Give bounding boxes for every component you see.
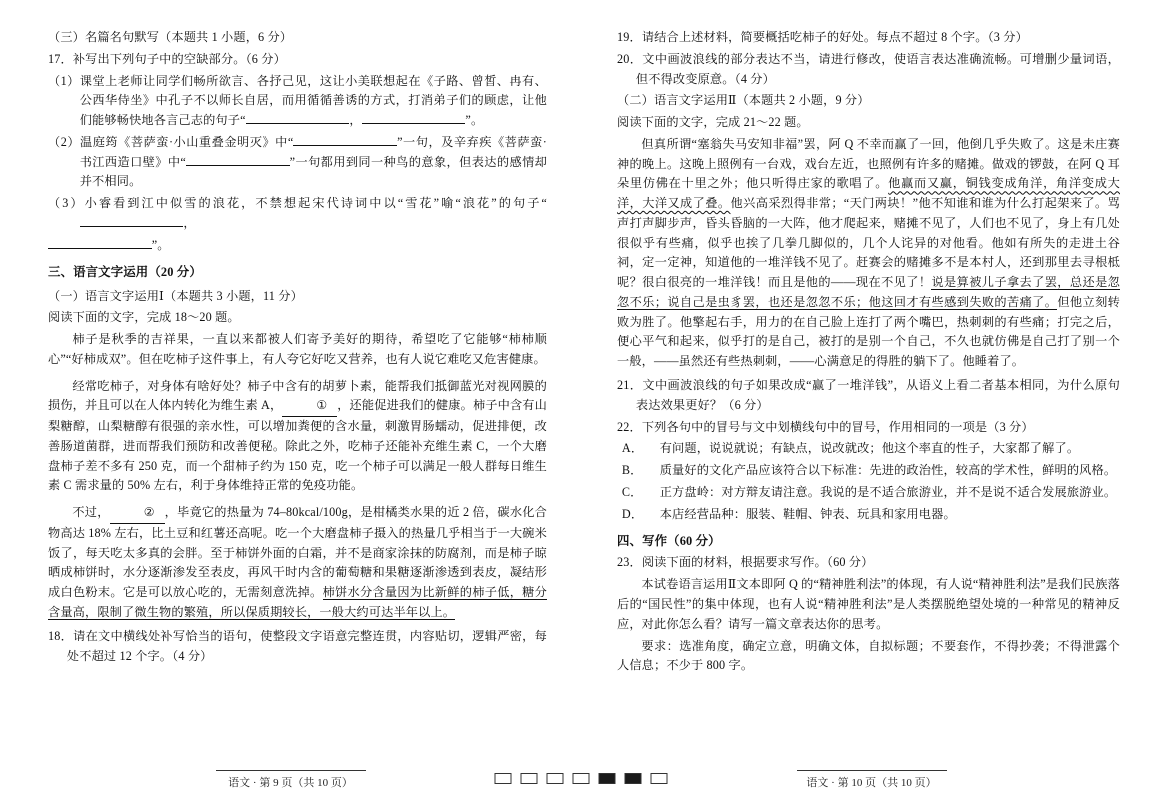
blank-circle-2: ② bbox=[110, 503, 165, 524]
option-label: B． bbox=[621, 463, 643, 478]
option-text: 本店经营品种：服装、鞋帽、钟表、玩具和家用电器。 bbox=[659, 506, 956, 521]
writing-requirements-paragraph: 要求：选准角度，确定立意，明确文体，自拟标题；不要套作，不得抄袭；不得泄露个人信息；不少于 800 字。 bbox=[617, 638, 1120, 673]
fill-blank bbox=[293, 145, 397, 146]
question-18: 18．请在文中横线处补写恰当的语句，使整段文字语意完整连贯，内容贴切，逻辑严密，每处不超过 12 个字。（4 分） bbox=[48, 628, 547, 663]
question-17-item-3: （3）小睿看到江中似雪的浪花，不禁想起宋代诗词中以“雪花”喻“浪花”的句子“， bbox=[48, 196, 547, 230]
underlined-sentence: 柿饼水分含量因为比新鲜的柿子低，糖分含量高，限制了微生物的繁殖，所以保质期较长，一般大约可达半年以上。 bbox=[48, 585, 547, 619]
fill-blank bbox=[186, 165, 290, 166]
right-content bbox=[617, 28, 1120, 676]
question-17-item-3-cont: ”。 bbox=[48, 236, 547, 256]
question-22-option-c bbox=[617, 483, 1120, 503]
blank-circle-1: ① bbox=[282, 396, 337, 417]
question-22-option-a bbox=[617, 439, 1120, 459]
scan-mark bbox=[625, 773, 642, 784]
writing-prompt-paragraph: 本试卷语言运用Ⅱ文本即阿 Q 的“精神胜利法”的体现，有人说“精神胜利法”是我们民族落后的“国民性”的集中体现，也有人说“精神胜利法”是人类摆脱绝望处境的一种常见的精神反应，对此你怎么看？请写一篇文章表达你的思考。 bbox=[617, 577, 1120, 631]
option-text: 有问题，说说就说；有缺点，说改就改；他这个率直的性子，大家都了解了。 bbox=[659, 441, 1080, 456]
passage-paragraph-3: 不过， ② ，毕竟它的热量为 74–80kcal/100g，是柑橘类水果的近 2 倍，碳水化合物高达 18% 左右，比土豆和红薯还高呢。吃一个大磨盘柿子摄入的热量几乎相当于一大碗米饭了，每天吃太多真的会胖。至于柿饼外面的白霜，并不是商家涂抹的防腐剂，而是柿子晾晒成柿饼时，水分逐渐渗发至表皮，再风干时内含的葡萄糖和果糖逐渐渗透到表皮，凝结形成白色粉末。它是可以放心吃的，无需刻意洗掉。柿饼水分含量因为比新鲜的柿子低，糖分含量高，限制了微生物的繁殖，所以保质期较长，一般大约可达半年以上。 bbox=[48, 505, 547, 619]
scan-mark bbox=[521, 773, 538, 784]
question-19: 19．请结合上述材料，简要概括吃柿子的好处。每点不超过 8 个字。（3 分） bbox=[617, 30, 1028, 44]
scan-mark bbox=[573, 773, 590, 784]
right-page-footer bbox=[581, 770, 1162, 790]
scan-mark bbox=[599, 773, 616, 784]
fill-blank bbox=[48, 248, 152, 249]
fill-blank bbox=[80, 226, 184, 227]
aq-passage-paragraph: 但真所谓“塞翁失马安知非福”罢，阿 Q 不幸而赢了一回，他倒几乎失败了。这是未庄赛神的晚上。这晚上照例有一台戏，戏台左近，也照例有许多的赌摊。做戏的锣鼓，在阿 Q 耳朵里仿佛在十里之外；他只听得庄家的歌唱了。他赢而又赢，铜钱变成角洋，角洋变成大洋，大洋又成了叠。他兴高采烈得非常；“天门两块！”他不知谁和谁为什么打起架来了。骂声打声脚步声，昏头昏脑的一大阵，他才爬起来，赌摊不见了，人们也不见了，身上有几处很似乎有些痛，似乎也挨了几拳几脚似的，几个人诧异的对他看。他如有所失的走进土谷祠，定一定神，知道他的一堆洋钱不见了。赶赛会的赌摊多不是本村人，还到那里去寻根柢呢？很白很亮的一堆洋钱！而且是他的——现在不见了！说是算被儿子拿去了罢，总还是忽忽不乐；说自己是虫豸罢，也还是忽忽不乐；他这回才有些感到失败的苦痛了。但他立刻转败为胜了。他擎起右手，用力的在自己脸上连打了两个嘴巴，热刺刺的有些痛；打完之后，便心平气和起来，似乎打的是自己，被打的是别一个自己，不久也就仿佛是自己打了别一个一般，——虽然还有些热刺刺，——心满意足的得胜的躺下了。他睡着了。 bbox=[617, 136, 1121, 369]
scan-mark bbox=[651, 773, 668, 784]
question-22-option-b bbox=[617, 461, 1120, 481]
question-22: 22．下列各句中的冒号与文中划横线句中的冒号，作用相同的一项是（3 分） bbox=[617, 419, 1034, 434]
question-22-option-d bbox=[617, 505, 1120, 525]
wavy-underlined-sentence: 他赢而又赢，铜钱变成角洋，角洋变成大洋，大洋又成了叠。 bbox=[617, 176, 1120, 211]
right-page-column bbox=[581, 0, 1162, 800]
scan-mark bbox=[495, 773, 512, 784]
question-17-item-2: （2）温庭筠《菩萨蛮·小山重叠金明灭》中“ ”一句，及辛弃疾《菩萨蛮·书江西造口壁》中“ ”一句都用到同一种鸟的意象，但表达的感情却并不相同。 bbox=[48, 134, 547, 189]
question-17-item-1: （1）课堂上老师让同学们畅所欲言、各抒己见，这让小美联想起在《子路、曾皙、冉有、公西华侍坐》中孔子不以师长自居，而用循循善诱的方式，打消弟子们的顾虑，让他们能够畅快地各言己志的句子“ ， ”。 bbox=[48, 73, 547, 128]
section-3-part-2-title: （二）语言文字运用Ⅱ（本题共 2 小题，9 分） bbox=[617, 93, 870, 108]
option-text: 正方盘岭：对方辩友请注意。我说的是不适合旅游业，并不是说不适合发展旅游业。 bbox=[659, 484, 1117, 499]
question-21: 21．文中画波浪线的句子如果改成“赢了一堆洋钱”，从语义上看二者基本相同，为什么原句表达效果更好？（6 分） bbox=[617, 378, 1120, 412]
fill-blank bbox=[246, 123, 350, 124]
section-3-part-1-lead: 阅读下面的文字，完成 18～20 题。 bbox=[48, 310, 240, 325]
left-footer-text: 语文 · 第 9 页（共 10 页） bbox=[216, 770, 366, 790]
option-label: A． bbox=[621, 441, 644, 456]
passage-paragraph-2: 经常吃柿子，对身体有啥好处？柿子中含有的胡萝卜素，能帮我们抵御蓝光对视网膜的损伤，并且可以在人体内转化为维生素 A， ① ，还能促进我们的健康。柿子中含有山梨糖醇，山梨糖醇有很强的亲水性，可以增加粪便的含水量，刺激胃肠蠕动，促进排便，改善肠道菌群，进而帮我们预防和改善便秘。除此之外，吃柿子还能补充维生素 C，一个大磨盘柿子差不多有 250 克，而一个甜柿子约为 150 克，吃一个柿子可以满足一般人群每日维生素 C 需求量的 50% 左右，利于身体维持正常的免疫功能。 bbox=[48, 378, 547, 493]
section-3-part-1-title: （一）语言文字运用Ⅰ（本题共 3 小题，11 分） bbox=[48, 288, 303, 303]
option-text: 质量好的文化产品应该符合以下标准：先进的政治性，较高的学术性，鲜明的风格。 bbox=[659, 463, 1117, 478]
section-3-title: 三、语言文字运用（20 分） bbox=[48, 265, 202, 280]
scan-alignment-marks bbox=[495, 773, 668, 784]
section-3-part-2-lead: 阅读下面的文字，完成 21～22 题。 bbox=[617, 115, 809, 130]
fill-blank bbox=[362, 123, 466, 124]
question-17-stem: 17．补写出下列句子中的空缺部分。（6 分） bbox=[48, 51, 286, 66]
section-4-title: 四、写作（60 分） bbox=[617, 534, 721, 549]
question-23: 23．阅读下面的材料，根据要求写作。（60 分） bbox=[617, 555, 874, 570]
scan-mark bbox=[547, 773, 564, 784]
underlined-sentence: 说是算被儿子拿去了罢，总还是忽忽不乐；说自己是虫豸罢，也还是忽忽不乐；他这回才有些感到失败的苦痛了。 bbox=[617, 275, 1120, 309]
right-footer-text: 语文 · 第 10 页（共 10 页） bbox=[797, 770, 947, 790]
option-label: D． bbox=[621, 506, 644, 521]
question-20: 20．文中画波浪线的部分表达不当，请进行修改，使语言表达准确流畅。可增删少量词语，但不得改变原意。（4 分） bbox=[617, 51, 1120, 86]
option-label: C． bbox=[621, 484, 643, 499]
passage-paragraph-1: 柿子是秋季的吉祥果，一直以来都被人们寄予美好的期待，希望吃了它能够“柿柿顺心”“好柿成双”。但在吃柿子这件事上，有人夸它好吃又营养，也有人说它难吃又危害健康。 bbox=[48, 332, 547, 366]
section-heading-mingpian: （三）名篇名句默写（本题共 1 小题，6 分） bbox=[48, 30, 293, 44]
left-content bbox=[48, 28, 547, 666]
